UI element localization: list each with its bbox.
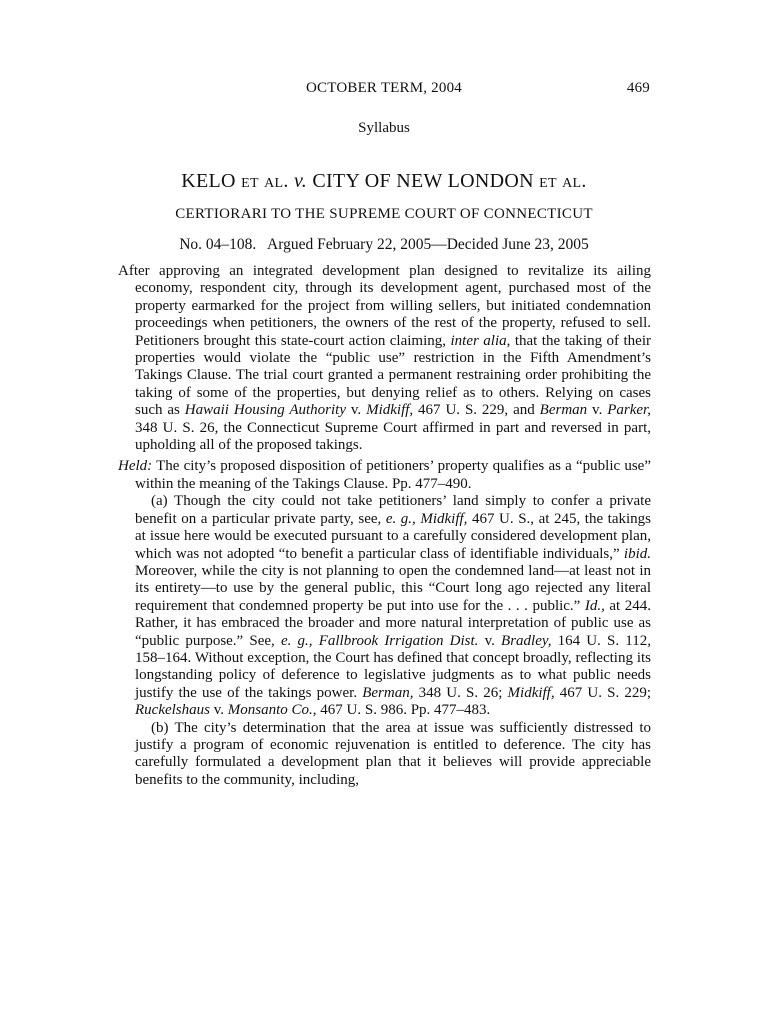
term-header: OCTOBER TERM, 2004: [306, 80, 462, 96]
citation-signal: e. g., Midkiff,: [385, 510, 468, 527]
case-name: Berman: [539, 402, 588, 419]
court-line: CERTIORARI TO THE SUPREME COURT OF CONNECTICUT: [175, 206, 593, 222]
text-run: 467 U. S. 986. Pp. 477–483.: [316, 702, 491, 719]
docket-line: No. 04–108. Argued February 22, 2005—Decided June 23, 2005: [179, 236, 589, 253]
case-party-1: KELO: [181, 170, 236, 192]
case-name: Midkiff,: [507, 684, 555, 701]
paragraph-a: [118, 493, 651, 719]
text-run: 348 U. S. 26;: [413, 684, 508, 701]
paragraph-b: (b) The city’s determination that the area at issue was sufficiently distressed to justify a program of economic rejuvenation is entitled to deference. The city has carefully formulated a development plan that it believes will provide appreciable benefits to the community, including,: [135, 719, 651, 788]
syllabus-body: [118, 263, 651, 789]
case-etal-2: et al.: [539, 170, 587, 192]
case-party-2: CITY OF NEW LONDON: [312, 170, 534, 192]
text-run: that the taking of their properties would violate the “public use” restriction in the Fifth Amendment’s Takings Clause. The trial court granted a permanent restraining order prohibiting the taking of some of the properties, but denying relief as to others. Relying on cases such as: [135, 332, 651, 419]
text-run: 467 U. S. 229;: [554, 684, 652, 701]
text-run: v.: [587, 402, 608, 419]
paragraph-held: [118, 458, 651, 493]
italic-run: inter alia,: [450, 332, 511, 349]
case-name: Hawaii Housing Authority: [184, 402, 346, 419]
text-run: v.: [478, 632, 502, 649]
citation-signal: ibid.: [623, 545, 651, 562]
page-number: 469: [626, 80, 650, 96]
text-run: 348 U. S. 26, the Connecticut Supreme Court affirmed in part and reversed in part, upholding all of the proposed takings.: [135, 419, 651, 454]
paragraph-background: [118, 263, 651, 454]
text-run: Moreover, while the city is not planning to open the condemned land—at least not in its entirety—to use by the general public, this “Court long ago rejected any literal requirement that condemned property be put into use for the . . . public.”: [135, 562, 651, 614]
section-label: Syllabus: [358, 120, 410, 136]
case-name: Parker,: [607, 402, 651, 419]
case-name: Monsanto Co.,: [227, 702, 317, 719]
citation-signal: Id.,: [584, 597, 605, 614]
text-run: The city’s proposed disposition of petitioners’ property qualifies as a “public use” within the meaning of the Takings Clause. Pp. 477–490.: [135, 458, 651, 492]
case-name: e. g., Fallbrook Irrigation Dist.: [280, 632, 479, 649]
held-label: Held:: [118, 458, 153, 475]
text-run: 467 U. S., at 245, the takings at issue here would be executed pursuant to a carefully considered development plan, which was not adopted “to benefit a particular class of identifiable individuals,”: [135, 510, 652, 562]
case-title: [0, 170, 768, 193]
case-name: Berman,: [362, 684, 414, 701]
text-run: v.: [209, 702, 228, 719]
case-name: Ruckelshaus: [135, 702, 210, 719]
text-run: After approving an integrated development plan designed to revitalize its ailing economy, respondent city, through its development agent, purchased most of the property earmarked for the project from willing sellers, but initiated condemnation proceedings when petitioners, the owners of the rest of the property, refused to sell. Petitioners brought this state-court action claiming,: [118, 263, 651, 349]
text-run: 467 U. S. 229, and: [413, 402, 540, 419]
text-run: v.: [346, 402, 367, 419]
text-run: at 244. Rather, it has embraced the broader and more natural interpretation of public use as “public purpose.” See,: [135, 597, 651, 649]
case-name: Bradley,: [501, 632, 552, 649]
case-versus: v.: [294, 170, 308, 192]
text-run: (a) Though the city could not take petitioners’ land simply to confer a private benefit on a particular private party, see,: [135, 493, 651, 527]
case-etal-1: et al.: [241, 170, 289, 192]
text-run: 164 U. S. 112, 158–164. Without exception, the Court has defined that concept broadly, reflecting its longstanding policy of deference to legislative judgments as to what public needs justify the use of the takings power.: [135, 632, 651, 701]
case-name: Midkiff,: [366, 402, 414, 419]
